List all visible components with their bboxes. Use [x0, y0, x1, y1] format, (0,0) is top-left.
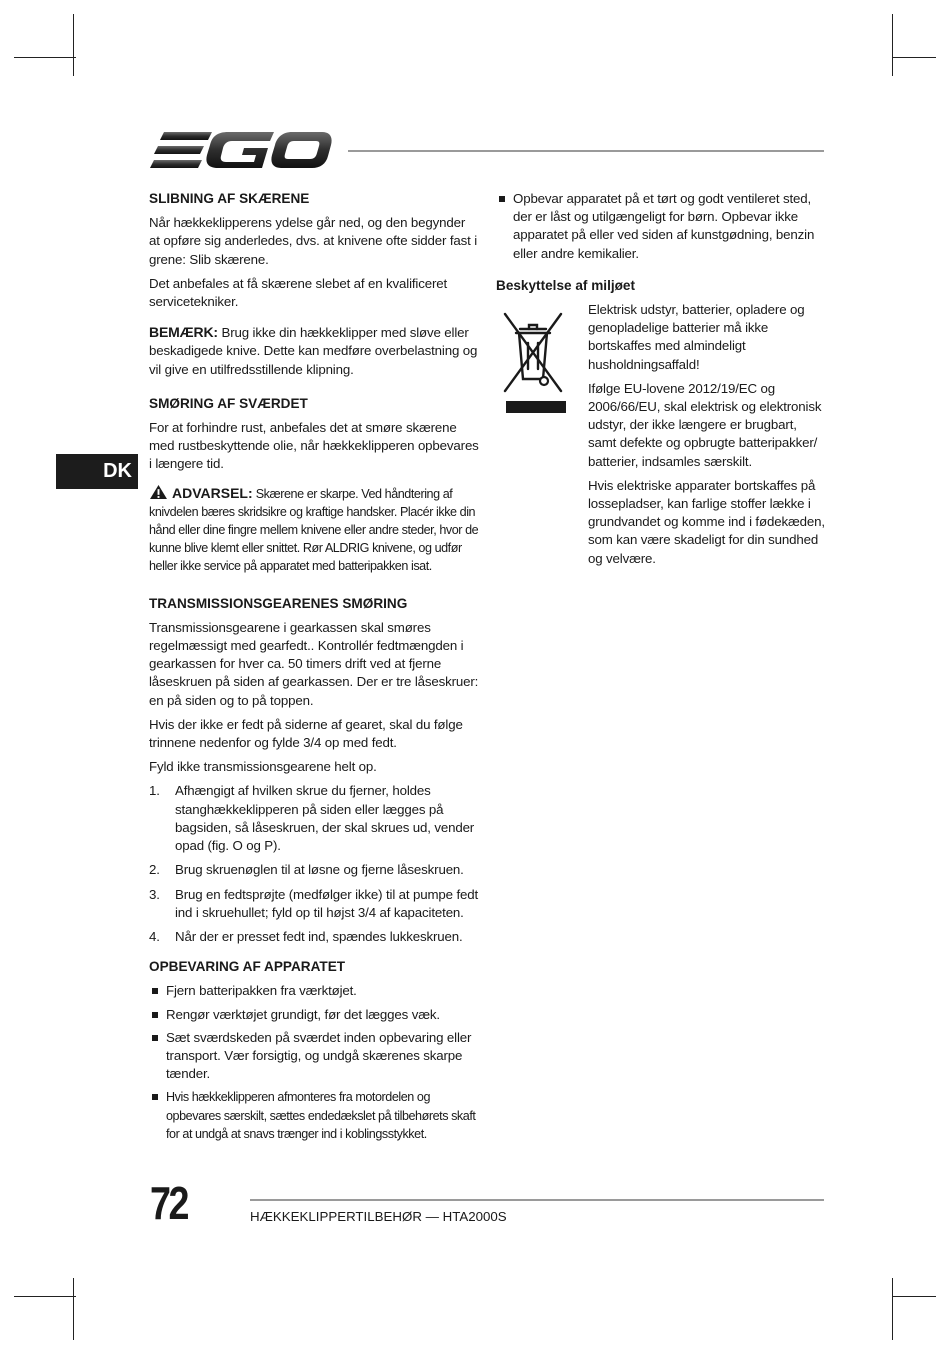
list-item — [149, 1029, 479, 1084]
list-number: 1. — [149, 783, 160, 799]
list-item — [149, 982, 479, 1000]
list-item — [149, 886, 479, 922]
paragraph: Hvis elektriske apparater bortskaffes på lossepladser, kan farlige stoffer lække i grundvandet og komme ind i fødekæden, som kan være skadeligt for din sundhed og velvære. — [588, 477, 825, 566]
warning — [149, 484, 479, 576]
list-item — [149, 782, 479, 855]
paragraph: Det anbefales at få skærene slebet af en kvalificeret servicetekniker. — [149, 275, 448, 310]
right-column — [496, 190, 826, 574]
paragraph: Ifølge EU-lovene 2012/19/EC og 2006/66/EU, skal elektrisk og elektronisk udstyr, der ikke længere er brugbart, samt defekte og opbrugte batteripakker/ batterier, indsamles særskilt. — [588, 380, 822, 469]
crop-mark — [892, 1296, 936, 1297]
crop-mark — [14, 57, 76, 58]
bullet-icon — [152, 1012, 158, 1018]
left-column — [149, 190, 479, 1148]
list-number: 2. — [149, 862, 160, 878]
list-text: Opbevar apparatet på et tørt og godt ventileret sted, der er låst og utilgængeligt for børn. Opbevar ikke apparatet på eller ved siden af kunstgødning, benzin eller andre kemikalier. — [513, 191, 815, 261]
section-title-environment: Beskyttelse af miljøet — [496, 277, 636, 293]
bullet-icon — [152, 1035, 158, 1041]
list-item — [149, 1006, 479, 1024]
environment-section — [496, 277, 826, 568]
ego-logo — [150, 128, 332, 174]
section-title-sharpening: SLIBNING AF SKÆRENE — [149, 191, 310, 206]
list-number: 4. — [149, 928, 160, 944]
bullet-icon — [499, 196, 505, 202]
bullet-icon — [152, 988, 158, 994]
note-label: BEMÆRK: — [149, 324, 218, 341]
storage-list-continued — [496, 190, 826, 263]
list-text: Hvis hækkeklipperen afmonteres fra motordelen og opbevares særskilt, sættes endedækslet på tilbehørets skaft for at undgå at snavs trænger ind i koblingsstykket. — [166, 1090, 476, 1141]
footer-title: HÆKKEKLIPPERTILBEHØR — HTA2000S — [250, 1209, 507, 1224]
list-text: Brug en fedtsprøjte (medfølger ikke) til at pumpe fedt ind i skruehullet; fyld op til højst 3/4 af kapaciteten. — [175, 886, 479, 920]
section-title-lubrication: SMØRING AF SVÆRDET — [149, 395, 308, 411]
bullet-icon — [152, 1094, 158, 1100]
weee-crossed-bin-icon — [500, 305, 566, 417]
paragraph: Når hækkeklipperens ydelse går ned, og den begynder at opføre sig anderledes, dvs. at knivene ofte sidder fast i grene: Slib skærene. — [149, 215, 478, 267]
footer-rule — [250, 1199, 824, 1201]
crop-mark — [73, 14, 74, 76]
crop-mark — [892, 1278, 893, 1340]
header-rule — [348, 150, 824, 152]
warning-text: Skærene er skarpe. Ved håndtering af knivdelen bæres skridsikre og kraftige handsker. Placér ikke din hånd eller dine fingre mellem knivene eller andre steder, hvor de kunne blive klemt eller snittet. Rør ALDRIG knivene, og udfør heller ikke service på apparatet med batteripakken isat. — [149, 486, 479, 574]
list-item — [149, 928, 479, 946]
warning-label: ADVARSEL: — [172, 484, 253, 501]
steps-list — [149, 782, 479, 946]
note — [149, 323, 479, 379]
page-number: 72 — [150, 1177, 188, 1229]
crop-mark — [73, 1278, 74, 1340]
paragraph: Fyld ikke transmissionsgearene helt op. — [149, 759, 377, 775]
environment-text — [588, 301, 826, 568]
paragraph: Transmissionsgearene i gearkassen skal smøres regelmæssigt med gearfedt.. Kontrollér fedtmængden i gearkassen for hver ca. 50 timers drift ved at fjerne låseskruen på siden af gearkassen. Der er tre låseskruer: en på siden og to på toppen. — [149, 619, 479, 708]
storage-list — [149, 982, 479, 1143]
list-text: Afhængigt af hvilken skrue du fjerner, holdes stanghækkeklipperen på siden eller lægges på bagsiden, så låseskruen, der skal skrues ud, vender opad (fig. O og P). — [175, 783, 475, 854]
crop-mark — [892, 14, 893, 76]
list-item — [149, 1088, 479, 1143]
paragraph: Elektrisk udstyr, batterier, opladere og genopladelige batterier må ikke bortskaffes med almindeligt husholdningsaffald! — [588, 302, 805, 372]
warning-triangle-icon — [149, 484, 168, 500]
list-number: 3. — [149, 886, 160, 902]
list-item — [149, 861, 479, 879]
paragraph: Hvis der ikke er fedt på siderne af gearet, skal du følge trinnene nedenfor og fylde 3/4 op med fedt. — [149, 716, 463, 751]
section-title-transmission: TRANSMISSIONSGEARENES SMØRING — [149, 595, 408, 611]
section-title-storage: OPBEVARING AF APPARATET — [149, 959, 346, 975]
list-text: Brug skruenøglen til at løsne og fjerne låseskruen. — [175, 862, 464, 878]
crop-mark — [892, 57, 936, 58]
crop-mark — [14, 1296, 76, 1297]
language-tab: DK — [56, 454, 138, 489]
paragraph: For at forhindre rust, anbefales det at smøre skærene med rustbeskyttende olie, når hækkeklipperen opbevares i længere tid. — [149, 420, 479, 472]
list-text: Fjern batteripakken fra værktøjet. — [166, 983, 357, 999]
list-text: Når der er presset fedt ind, spændes lukkeskruen. — [175, 928, 463, 944]
list-text: Rengør værktøjet grundigt, før det lægges væk. — [166, 1006, 440, 1022]
note-text: Brug ikke din hækkeklipper med sløve eller beskadigede knive. Dette kan medføre overbelastning og vil give en utilfredsstillende klipning. — [149, 325, 478, 377]
list-item — [496, 190, 826, 263]
list-text: Sæt sværdskeden på sværdet inden opbevaring eller transport. Vær forsigtig, og undgå skærenes skarpe tænder. — [166, 1029, 472, 1082]
